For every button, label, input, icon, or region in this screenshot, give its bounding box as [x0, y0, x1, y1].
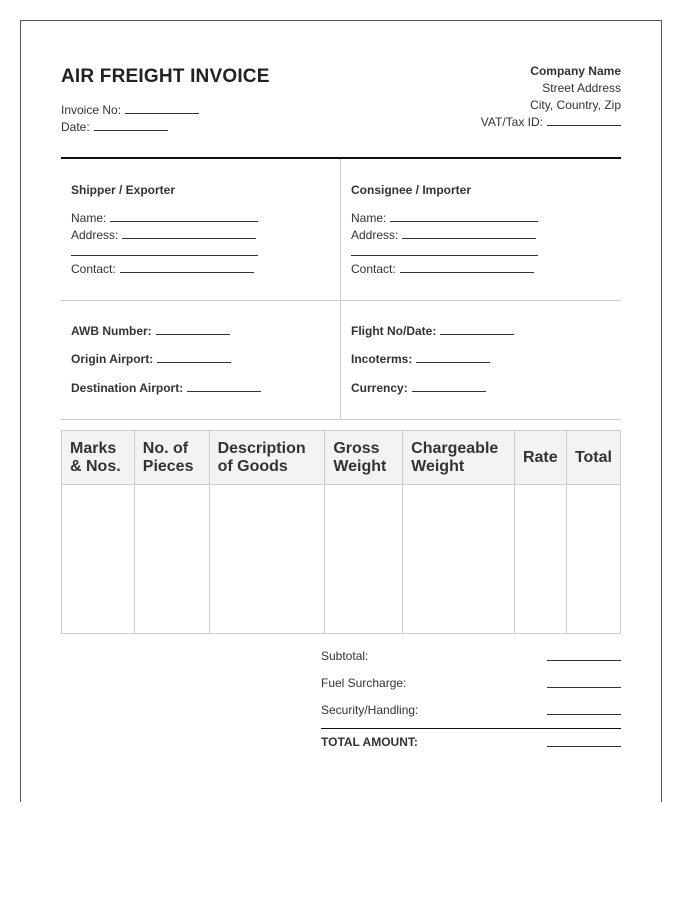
shipper-contact-label: Contact: [71, 262, 116, 276]
fuel-surcharge-label: Fuel Surcharge: [321, 676, 407, 690]
invoice-date-label: Date: [61, 120, 90, 134]
flight-label: Flight No/Date: [351, 324, 437, 338]
consignee-address-label: Address: [351, 228, 399, 242]
items-header-row [62, 431, 621, 485]
subtotal-blank[interactable] [547, 649, 621, 661]
awb-number-field [71, 324, 230, 338]
consignee-heading: Consignee / Importer [351, 183, 472, 197]
invoice-number-label: Invoice No: [61, 103, 122, 117]
shipper-name-field [71, 211, 258, 225]
invoice-date-field [61, 120, 168, 134]
consignee-contact-blank[interactable] [400, 262, 534, 273]
destination-airport-label: Destination Airport: [71, 381, 184, 395]
column-header-gross-weight: Gross Weight [325, 431, 403, 485]
company-vat-field [481, 114, 621, 131]
origin-airport-field [71, 352, 231, 366]
invoice-title: AIR FREIGHT INVOICE [61, 66, 270, 87]
cell-chargeable-weight[interactable] [403, 485, 515, 634]
cell-marks[interactable] [62, 485, 135, 634]
shipper-name-label: Name: [71, 211, 107, 225]
shipper-address-line2 [71, 245, 258, 259]
shipper-address-field [71, 228, 256, 242]
shipper-section [61, 159, 341, 300]
column-header-rate: Rate [514, 431, 566, 485]
cell-total[interactable] [566, 485, 620, 634]
security-handling-label: Security/Handling: [321, 703, 419, 717]
consignee-address-line2 [351, 245, 538, 259]
flight-field [351, 324, 514, 338]
consignee-section [341, 159, 621, 300]
currency-field [351, 381, 486, 395]
currency-label: Currency: [351, 381, 408, 395]
shipper-name-blank[interactable] [110, 211, 258, 222]
consignee-contact-label: Contact: [351, 262, 396, 276]
consignee-name-blank[interactable] [390, 211, 538, 222]
consignee-name-field [351, 211, 538, 225]
currency-blank[interactable] [412, 381, 486, 392]
shipper-contact-blank[interactable] [120, 262, 254, 273]
subtotal-label: Subtotal: [321, 649, 369, 663]
company-block [481, 63, 621, 131]
awb-number-label: AWB Number: [71, 324, 152, 338]
cell-pieces[interactable] [134, 485, 209, 634]
invoice-sheet [20, 20, 662, 802]
destination-airport-field [71, 381, 261, 395]
company-city: City, Country, Zip [530, 98, 621, 112]
fuel-surcharge-blank[interactable] [547, 676, 621, 688]
invoice-number-field [61, 103, 199, 117]
shipment-details-left [61, 301, 341, 419]
company-street: Street Address [542, 81, 621, 95]
column-header-chargeable-weight: Chargeable Weight [403, 431, 515, 485]
incoterms-field [351, 352, 490, 366]
column-header-pieces: No. of Pieces [134, 431, 209, 485]
consignee-contact-field [351, 262, 534, 276]
security-handling-blank[interactable] [547, 703, 621, 715]
incoterms-blank[interactable] [416, 352, 490, 363]
shipper-heading: Shipper / Exporter [71, 183, 176, 197]
awb-number-blank[interactable] [156, 324, 230, 335]
consignee-address-blank[interactable] [402, 228, 536, 239]
invoice-content [61, 21, 621, 803]
column-header-total: Total [566, 431, 620, 485]
items-table [61, 430, 621, 634]
table-row [62, 485, 621, 634]
company-vat-label: VAT/Tax ID: [480, 115, 543, 129]
origin-airport-label: Origin Airport: [71, 352, 154, 366]
total-amount-label: TOTAL AMOUNT: [321, 735, 418, 749]
totals-divider [321, 728, 621, 729]
column-header-marks: Marks & Nos. [62, 431, 135, 485]
company-name: Company Name [530, 64, 621, 78]
shipper-contact-field [71, 262, 254, 276]
incoterms-label: Incoterms: [351, 352, 413, 366]
cell-description[interactable] [209, 485, 325, 634]
column-header-description: Description of Goods [209, 431, 325, 485]
total-amount-blank[interactable] [547, 735, 621, 747]
shipment-divider [61, 419, 621, 420]
cell-rate[interactable] [514, 485, 566, 634]
shipment-details-right [341, 301, 621, 419]
shipper-address-blank-2[interactable] [71, 245, 258, 256]
consignee-name-label: Name: [351, 211, 387, 225]
consignee-address-blank-2[interactable] [351, 245, 538, 256]
company-vat-blank[interactable] [547, 115, 621, 126]
invoice-number-blank[interactable] [125, 103, 199, 114]
shipper-address-blank[interactable] [122, 228, 256, 239]
destination-airport-blank[interactable] [187, 381, 261, 392]
invoice-date-blank[interactable] [94, 120, 168, 131]
consignee-address-field [351, 228, 536, 242]
origin-airport-blank[interactable] [157, 352, 231, 363]
shipper-address-label: Address: [71, 228, 119, 242]
flight-blank[interactable] [440, 324, 514, 335]
cell-gross-weight[interactable] [325, 485, 403, 634]
